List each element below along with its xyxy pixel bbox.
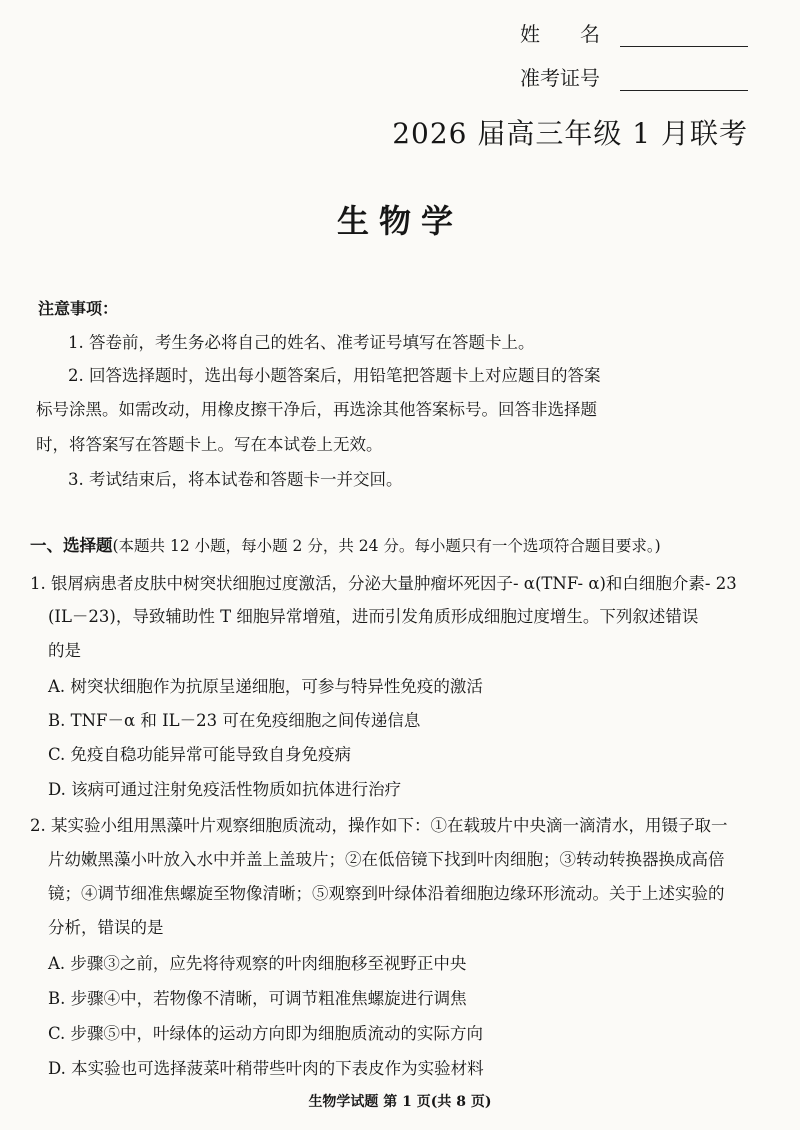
exam-id-label: 准考证号 (520, 66, 600, 90)
notice-line: 标号涂黑。如需改动，用橡皮擦干净后，再选涂其他答案标号。回答非选择题 (36, 400, 597, 419)
question-option: A. 树突状细胞作为抗原呈递细胞，可参与特异性免疫的激活 (48, 677, 483, 696)
question-stem-line: 分析，错误的是 (48, 918, 164, 937)
question-stem-line: 的是 (48, 641, 81, 660)
question-option: D. 该病可通过注射免疫活性物质如抗体进行治疗 (48, 780, 402, 799)
question-stem-line: 2. 某实验小组用黑藻叶片观察细胞质流动，操作如下：①在载玻片中央滴一滴清水，用镊子取一 (30, 816, 728, 835)
exam-id-field[interactable] (520, 62, 748, 91)
question-option: A. 步骤③之前，应先将待观察的叶肉细胞移至视野正中央 (48, 954, 467, 973)
question-stem-line: 1. 银屑病患者皮肤中树突状细胞过度激活，分泌大量肿瘤坏死因子- α(TNF- α)和白细胞介素- 23 (30, 574, 737, 593)
notice-line: 3. 考试结束后，将本试卷和答题卡一并交回。 (68, 470, 403, 489)
exam-title: 2026 届高三年级 1 月联考 (392, 117, 748, 150)
name-label: 姓 名 (520, 22, 600, 46)
name-field[interactable] (520, 18, 748, 47)
section-heading (30, 532, 661, 556)
notice-heading: 注意事项： (38, 299, 119, 318)
question-stem-line: (IL－23)，导致辅助性 T 细胞异常增殖，进而引发角质形成细胞过度增生。下列叙述错误 (48, 607, 699, 626)
question-option: C. 免疫自稳功能异常可能导致自身免疫病 (48, 745, 352, 764)
section-title: 一、选择题 (30, 536, 113, 555)
notice-line: 2. 回答选择题时，选出每小题答案后，用铅笔把答题卡上对应题目的答案 (68, 366, 601, 385)
question-stem-line: 片幼嫩黑藻小叶放入水中并盖上盖玻片；②在低倍镜下找到叶肉细胞；③转动转换器换成高倍 (48, 850, 725, 869)
notice-line: 时，将答案写在答题卡上。写在本试卷上无效。 (36, 435, 383, 454)
section-note: (本题共 12 小题，每小题 2 分，共 24 分。每小题只有一个选项符合题目要求。) (112, 537, 661, 555)
exam-id-blank-line[interactable] (620, 70, 748, 91)
notice-line: 1. 答卷前，考生务必将自己的姓名、准考证号填写在答题卡上。 (68, 333, 535, 352)
question-option: D. 本实验也可选择菠菜叶稍带些叶肉的下表皮作为实验材料 (48, 1059, 484, 1078)
page-footer: 生物学试题 第 1 页(共 8 页) (308, 1094, 492, 1110)
question-option: B. TNF－α 和 IL－23 可在免疫细胞之间传递信息 (48, 711, 421, 730)
question-option: B. 步骤④中，若物像不清晰，可调节粗准焦螺旋进行调焦 (48, 989, 467, 1008)
name-blank-line[interactable] (620, 26, 748, 47)
subject-title: 生物学 (336, 202, 463, 240)
question-stem-line: 镜；④调节细准焦螺旋至物像清晰；⑤观察到叶绿体沿着细胞边缘环形流动。关于上述实验的 (48, 884, 725, 903)
question-option: C. 步骤⑤中，叶绿体的运动方向即为细胞质流动的实际方向 (48, 1024, 484, 1043)
